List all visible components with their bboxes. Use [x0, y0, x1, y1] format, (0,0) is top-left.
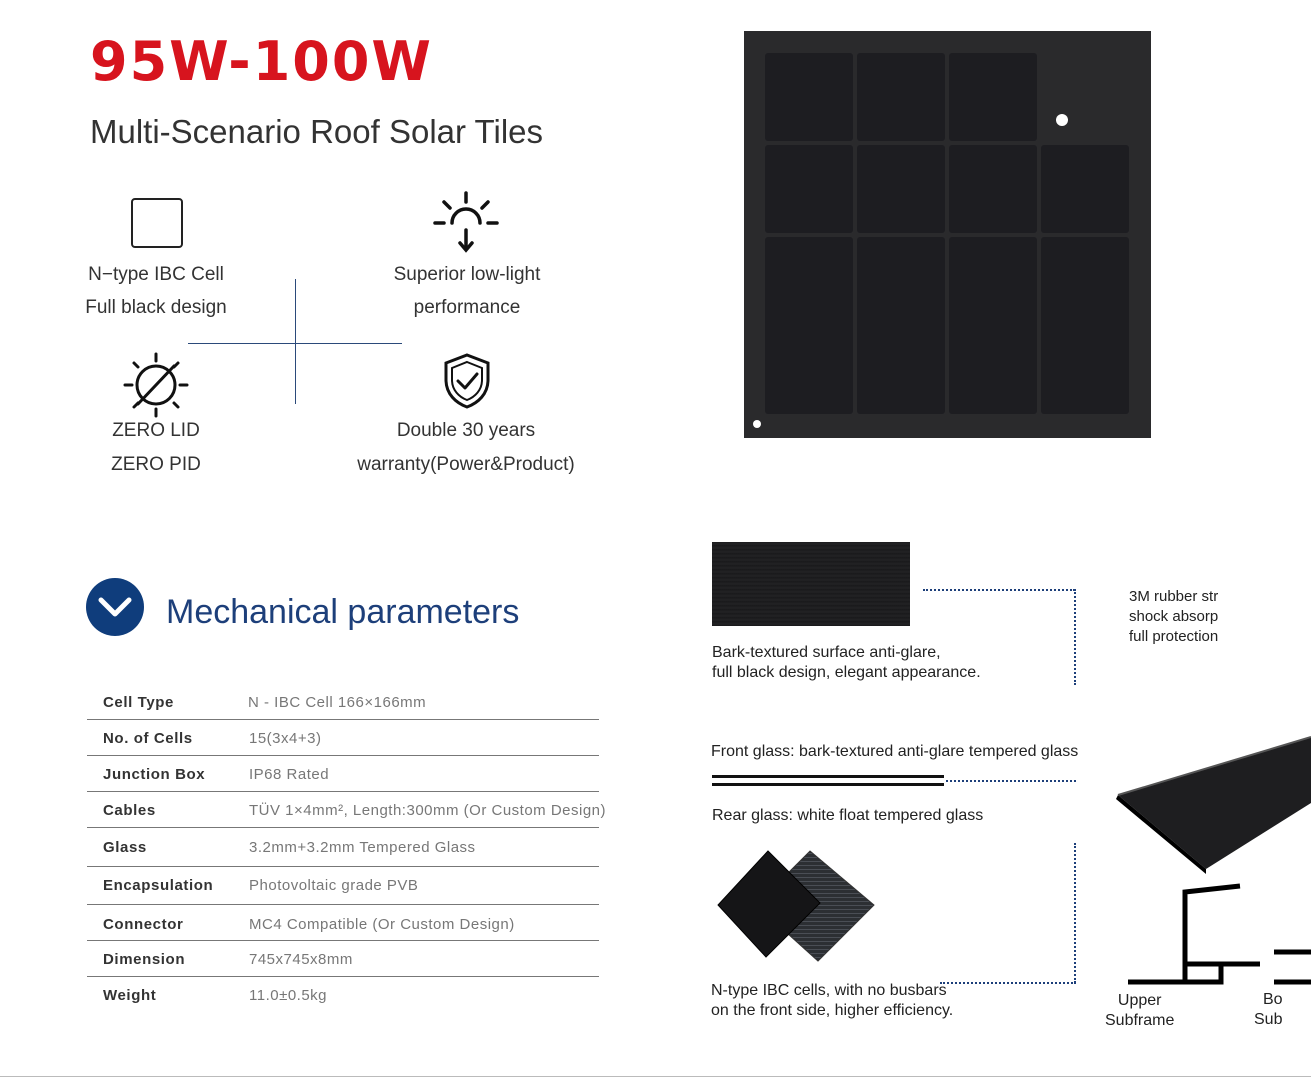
bottom-label-line2: Sub [1254, 1011, 1283, 1028]
leader-line [946, 780, 1076, 782]
feature-low-light-line2: performance [413, 297, 521, 318]
upper-label-line2: Subframe [1105, 1012, 1175, 1029]
tile-profile-image [1110, 735, 1311, 880]
feature-cell-icon [130, 196, 184, 255]
feature-warranty [350, 414, 582, 482]
spec-label: Cell Type [103, 694, 174, 711]
feature-low-light-line1: Superior low-light [393, 264, 541, 285]
surface-note-line2: full black design, elegant appearance. [712, 664, 981, 681]
front-glass-layer [712, 775, 944, 778]
spec-label: Connector [103, 916, 184, 933]
spec-label: Weight [103, 987, 157, 1004]
leader-line [1074, 843, 1076, 983]
rear-glass-layer [712, 783, 944, 786]
bark-texture-swatch [712, 542, 910, 626]
spec-value: IP68 Rated [249, 766, 330, 783]
feature-divider-vertical [295, 279, 296, 404]
upper-subframe-label [1105, 991, 1174, 1031]
chevron-down-icon [86, 578, 144, 636]
zero-degradation-sun-icon [122, 352, 190, 423]
leader-line [1074, 589, 1076, 685]
feature-zero-line2: ZERO PID [111, 454, 201, 475]
spec-value: 3.2mm+3.2mm Tempered Glass [249, 839, 476, 856]
spec-value: MC4 Compatible (Or Custom Design) [249, 916, 515, 933]
spec-value: TÜV 1×4mm², Length:300mm (Or Custom Design) [249, 802, 607, 819]
feature-warranty-line1: Double 30 years [396, 420, 536, 441]
feature-low-light [360, 258, 574, 324]
spec-value: N - IBC Cell 166×166mm [248, 694, 427, 711]
spec-value: 15(3x4+3) [249, 730, 322, 747]
mechanical-parameters-title: Mechanical parameters [166, 593, 520, 631]
feature-zero-line1: ZERO LID [112, 420, 200, 441]
cells-note-line1: N-type IBC cells, with no busbars [711, 982, 947, 999]
solar-tile-panel-image [744, 31, 1151, 438]
feature-zero-lid-pid [60, 414, 252, 482]
shield-check-icon [442, 352, 492, 415]
spec-value: 745x745x8mm [249, 951, 353, 968]
spec-label: No. of Cells [103, 730, 193, 747]
leader-line [940, 982, 1076, 984]
rear-glass-note: Rear glass: white float tempered glass [712, 807, 984, 824]
spec-value: 11.0±0.5kg [249, 987, 328, 1004]
surface-note [712, 643, 981, 683]
rubber-note-line2: shock absorp [1129, 608, 1219, 625]
page-bottom-rule [0, 1076, 1311, 1077]
rubber-note-line1: 3M rubber str [1129, 588, 1219, 605]
spec-label: Dimension [103, 951, 186, 968]
mounting-hole-bottom [753, 420, 761, 428]
bottom-label-line1: Bo [1263, 991, 1283, 1008]
spec-label: Encapsulation [103, 877, 214, 894]
sun-low-light-icon [432, 190, 500, 261]
rubber-note-line3: full protection [1129, 628, 1219, 645]
feature-ibc-cell [60, 258, 252, 324]
spec-label: Cables [103, 802, 156, 819]
leader-line [923, 589, 1075, 591]
rubber-strip-note [1129, 587, 1218, 647]
front-glass-note: Front glass: bark-textured anti-glare tempered glass [711, 743, 1079, 760]
feature-ibc-line2: Full black design [85, 297, 227, 318]
ibc-cells-image [712, 845, 882, 970]
upper-label-line1: Upper [1117, 992, 1162, 1009]
subframe-profile-diagram [1126, 878, 1311, 993]
spec-label: Junction Box [103, 766, 206, 783]
spec-value: Photovoltaic grade PVB [249, 877, 419, 894]
cells-note [711, 981, 953, 1021]
bottom-subframe-label [1254, 990, 1283, 1030]
surface-note-line1: Bark-textured surface anti-glare, [712, 644, 941, 661]
spec-label: Glass [103, 839, 147, 856]
cells-note-line2: on the front side, higher efficiency. [711, 1002, 954, 1019]
feature-warranty-line2: warranty(Power&Product) [357, 454, 575, 475]
product-subtitle: Multi-Scenario Roof Solar Tiles [90, 113, 544, 150]
feature-ibc-line1: N−type IBC Cell [88, 264, 224, 285]
wattage-title: 95W-100W [90, 30, 433, 93]
mounting-hole-top [1056, 114, 1068, 126]
